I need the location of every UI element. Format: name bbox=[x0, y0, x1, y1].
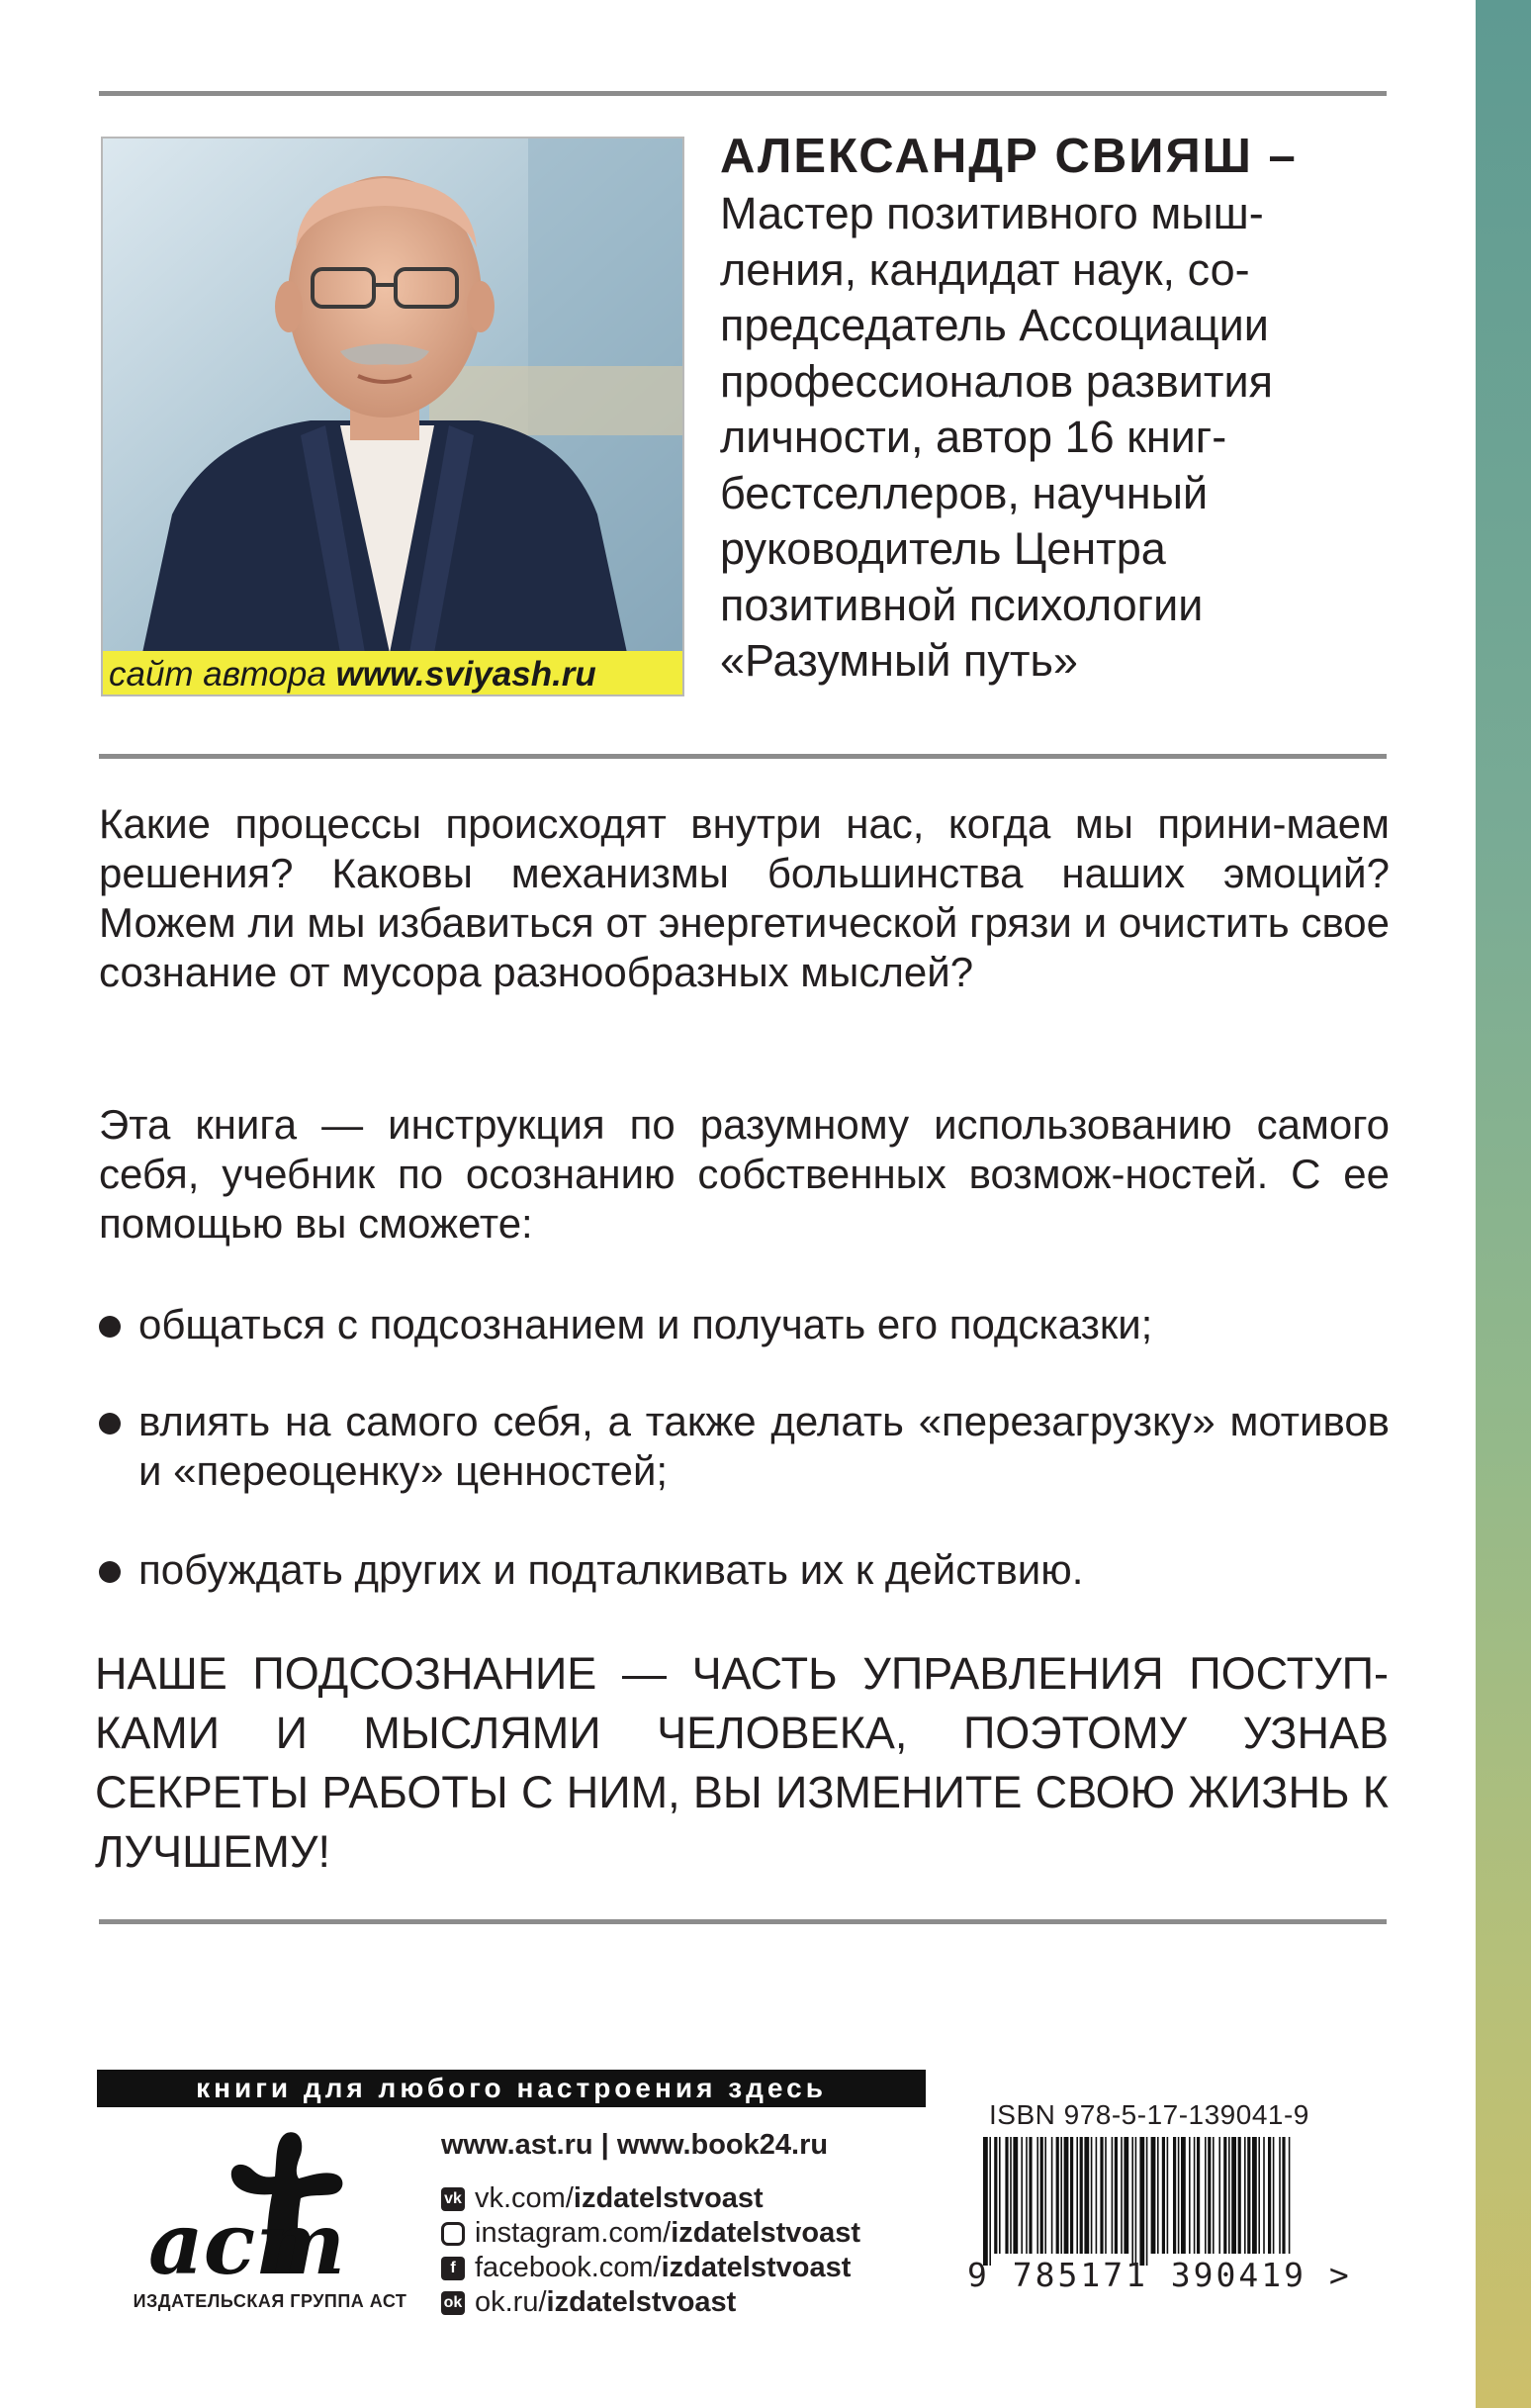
barcode-bar bbox=[1139, 2137, 1144, 2266]
barcode-bar bbox=[1029, 2137, 1032, 2254]
list-item-text: влиять на самого себя, а также делать «перезагрузку» мотивов и «переоценку» ценностей; bbox=[138, 1398, 1390, 1494]
social-link-facebook[interactable] bbox=[441, 2251, 860, 2285]
list-item bbox=[99, 1300, 1390, 1349]
barcode-bar bbox=[1231, 2137, 1236, 2254]
social-link-instagram[interactable] bbox=[441, 2216, 860, 2251]
barcode-bar bbox=[999, 2137, 1001, 2254]
barcode-bar bbox=[1096, 2137, 1098, 2254]
social-prefix: facebook.com/ bbox=[475, 2252, 662, 2283]
barcode-bar bbox=[1051, 2137, 1053, 2254]
barcode-bar bbox=[1189, 2137, 1191, 2254]
barcode-bar bbox=[1112, 2137, 1114, 2254]
barcode-bar bbox=[1013, 2137, 1018, 2254]
facebook-icon: f bbox=[441, 2257, 465, 2280]
barcode-bar bbox=[1244, 2137, 1246, 2254]
barcode-bar bbox=[1070, 2137, 1073, 2254]
author-site-link[interactable]: www.sviyash.ru bbox=[335, 655, 596, 694]
barcode-bar bbox=[1121, 2137, 1123, 2254]
barcode-bar bbox=[1100, 2137, 1103, 2254]
bullet-icon bbox=[99, 1316, 121, 1338]
barcode-bar bbox=[1228, 2137, 1230, 2254]
publisher-tagline: книги для любого настроения здесь bbox=[97, 2070, 926, 2107]
barcode-bar bbox=[1157, 2137, 1159, 2254]
barcode-bar bbox=[1056, 2137, 1059, 2254]
barcode-bar bbox=[1060, 2137, 1062, 2254]
barcode-bar bbox=[1194, 2137, 1196, 2254]
author-site-caption bbox=[103, 651, 684, 696]
barcode-bar bbox=[994, 2137, 997, 2254]
social-links bbox=[441, 2181, 860, 2320]
barcode-bar bbox=[1213, 2137, 1215, 2254]
barcode-bar bbox=[1205, 2137, 1207, 2254]
barcode-bar bbox=[1036, 2137, 1038, 2254]
social-prefix: ok.ru/ bbox=[475, 2286, 547, 2318]
barcode-bar bbox=[1135, 2137, 1137, 2266]
social-link-odnoklassniki[interactable] bbox=[441, 2285, 860, 2320]
conclusion-text: НАШЕ ПОДСОЗНАНИЕ — ЧАСТЬ УПРАВЛЕНИЯ ПОСТУП-КАМИ И МЫСЛЯМИ ЧЕЛОВЕКА, ПОЭТОМУ УЗНАВ СЕКРЕТЫ РАБОТЫ С НИМ, ВЫ ИЗМЕНИТЕ СВОЮ ЖИЗНЬ К ЛУЧШЕМУ! bbox=[95, 1648, 1389, 1877]
barcode-bar bbox=[1263, 2137, 1265, 2254]
social-handle: izdatelstvoast bbox=[573, 2182, 764, 2214]
barcode-bar bbox=[1005, 2137, 1008, 2254]
barcode-bar bbox=[1258, 2137, 1260, 2254]
social-prefix: vk.com/ bbox=[475, 2182, 574, 2214]
social-handle: izdatelstvoast bbox=[671, 2217, 861, 2249]
barcode-bar bbox=[1167, 2137, 1169, 2254]
barcode-bar bbox=[1105, 2137, 1107, 2254]
barcode-bar bbox=[1091, 2137, 1093, 2254]
author-name: АЛЕКСАНДР СВИЯШ – bbox=[720, 130, 1298, 183]
isbn-label: ISBN 978-5-17-139041-9 bbox=[989, 2099, 1309, 2130]
bottom-divider bbox=[99, 1919, 1387, 1924]
barcode-bar bbox=[1021, 2137, 1023, 2254]
bullet-icon bbox=[99, 1413, 121, 1435]
barcode-bar bbox=[1040, 2137, 1043, 2254]
spine-color-stripe bbox=[1476, 0, 1531, 2408]
social-handle: izdatelstvoast bbox=[546, 2286, 737, 2318]
instagram-icon bbox=[441, 2222, 465, 2246]
author-bio: Мастер позитивного мыш- ления, кандидат наук, со- председатель Ассоциации профессионалов развития личности, автор 16 книг- бестселлеров, научный руководитель Центра позитивной психологии «Разумный путь» bbox=[720, 188, 1274, 686]
description-paragraph-2: Эта книга — инструкция по разумному использованию самого себя, учебник по осознанию собственных возмож-ностей. С ее помощью вы сможете: bbox=[99, 1101, 1390, 1247]
barcode-bar bbox=[1223, 2137, 1226, 2254]
list-item bbox=[99, 1397, 1390, 1496]
barcode-bar bbox=[1289, 2137, 1291, 2254]
barcode-bar bbox=[1252, 2137, 1257, 2254]
barcode-bar bbox=[1146, 2137, 1148, 2266]
barcode-bar bbox=[1178, 2137, 1180, 2254]
barcode-image bbox=[977, 2137, 1304, 2266]
author-photo bbox=[101, 137, 684, 696]
barcode-bar bbox=[989, 2137, 991, 2266]
social-prefix: instagram.com/ bbox=[475, 2217, 672, 2249]
barcode-bar bbox=[1044, 2137, 1046, 2254]
isbn-block bbox=[949, 2095, 1365, 2313]
barcode-bar bbox=[1026, 2137, 1028, 2254]
barcode-bar bbox=[1131, 2137, 1133, 2266]
barcode-bar bbox=[1010, 2137, 1012, 2254]
barcode-bar bbox=[1151, 2137, 1156, 2254]
barcode-bar bbox=[1080, 2137, 1083, 2254]
list-item-text: общаться с подсознанием и получать его подсказки; bbox=[138, 1301, 1153, 1347]
top-divider bbox=[99, 91, 1387, 96]
author-portrait-image bbox=[103, 139, 684, 653]
list-item bbox=[99, 1545, 1390, 1595]
barcode-digits: 9 785171 390419 > bbox=[967, 2256, 1352, 2294]
caption-prefix: сайт автора bbox=[109, 655, 326, 694]
barcode-bar bbox=[1279, 2137, 1281, 2254]
barcode-bar bbox=[1282, 2137, 1285, 2254]
barcode-bar bbox=[1268, 2137, 1271, 2254]
social-link-vk[interactable] bbox=[441, 2181, 860, 2216]
barcode-bar bbox=[1162, 2137, 1165, 2254]
barcode-bar bbox=[1238, 2137, 1241, 2254]
odnoklassniki-icon: ok bbox=[441, 2291, 465, 2315]
description-paragraph-1: Какие процессы происходят внутри нас, когда мы прини-маем решения? Каковы механизмы большинства наших эмоций? Можем ли мы избавиться от энергетической грязи и очистить свое сознание от мусора разнообразных мыслей? bbox=[99, 800, 1390, 995]
barcode-bar bbox=[1115, 2137, 1118, 2254]
barcode-bar bbox=[983, 2137, 988, 2266]
publisher-label: ИЗДАТЕЛЬСКАЯ ГРУППА АСТ bbox=[133, 2291, 407, 2311]
barcode-bar bbox=[1181, 2137, 1186, 2254]
vk-icon: vk bbox=[441, 2187, 465, 2211]
barcode-bar bbox=[1247, 2137, 1250, 2254]
barcode-bar bbox=[1084, 2137, 1089, 2254]
bullet-icon bbox=[99, 1561, 121, 1583]
barcode-bar bbox=[1124, 2137, 1128, 2254]
barcode-bar bbox=[1064, 2137, 1069, 2254]
list-item-text: побуждать других и подталкивать их к действию. bbox=[138, 1546, 1084, 1593]
barcode-bar bbox=[1273, 2137, 1275, 2254]
middle-divider bbox=[99, 754, 1387, 759]
logo-lettering: аст bbox=[148, 2194, 346, 2283]
barcode-bar bbox=[1208, 2137, 1211, 2254]
social-handle: izdatelstvoast bbox=[661, 2252, 852, 2283]
ast-logo-icon bbox=[148, 2125, 376, 2283]
publisher-websites[interactable]: www.ast.ru | www.book24.ru bbox=[441, 2129, 829, 2161]
barcode-bar bbox=[1076, 2137, 1078, 2254]
barcode-bar bbox=[1197, 2137, 1200, 2254]
barcode-bar bbox=[1218, 2137, 1220, 2254]
barcode-bar bbox=[1173, 2137, 1176, 2254]
